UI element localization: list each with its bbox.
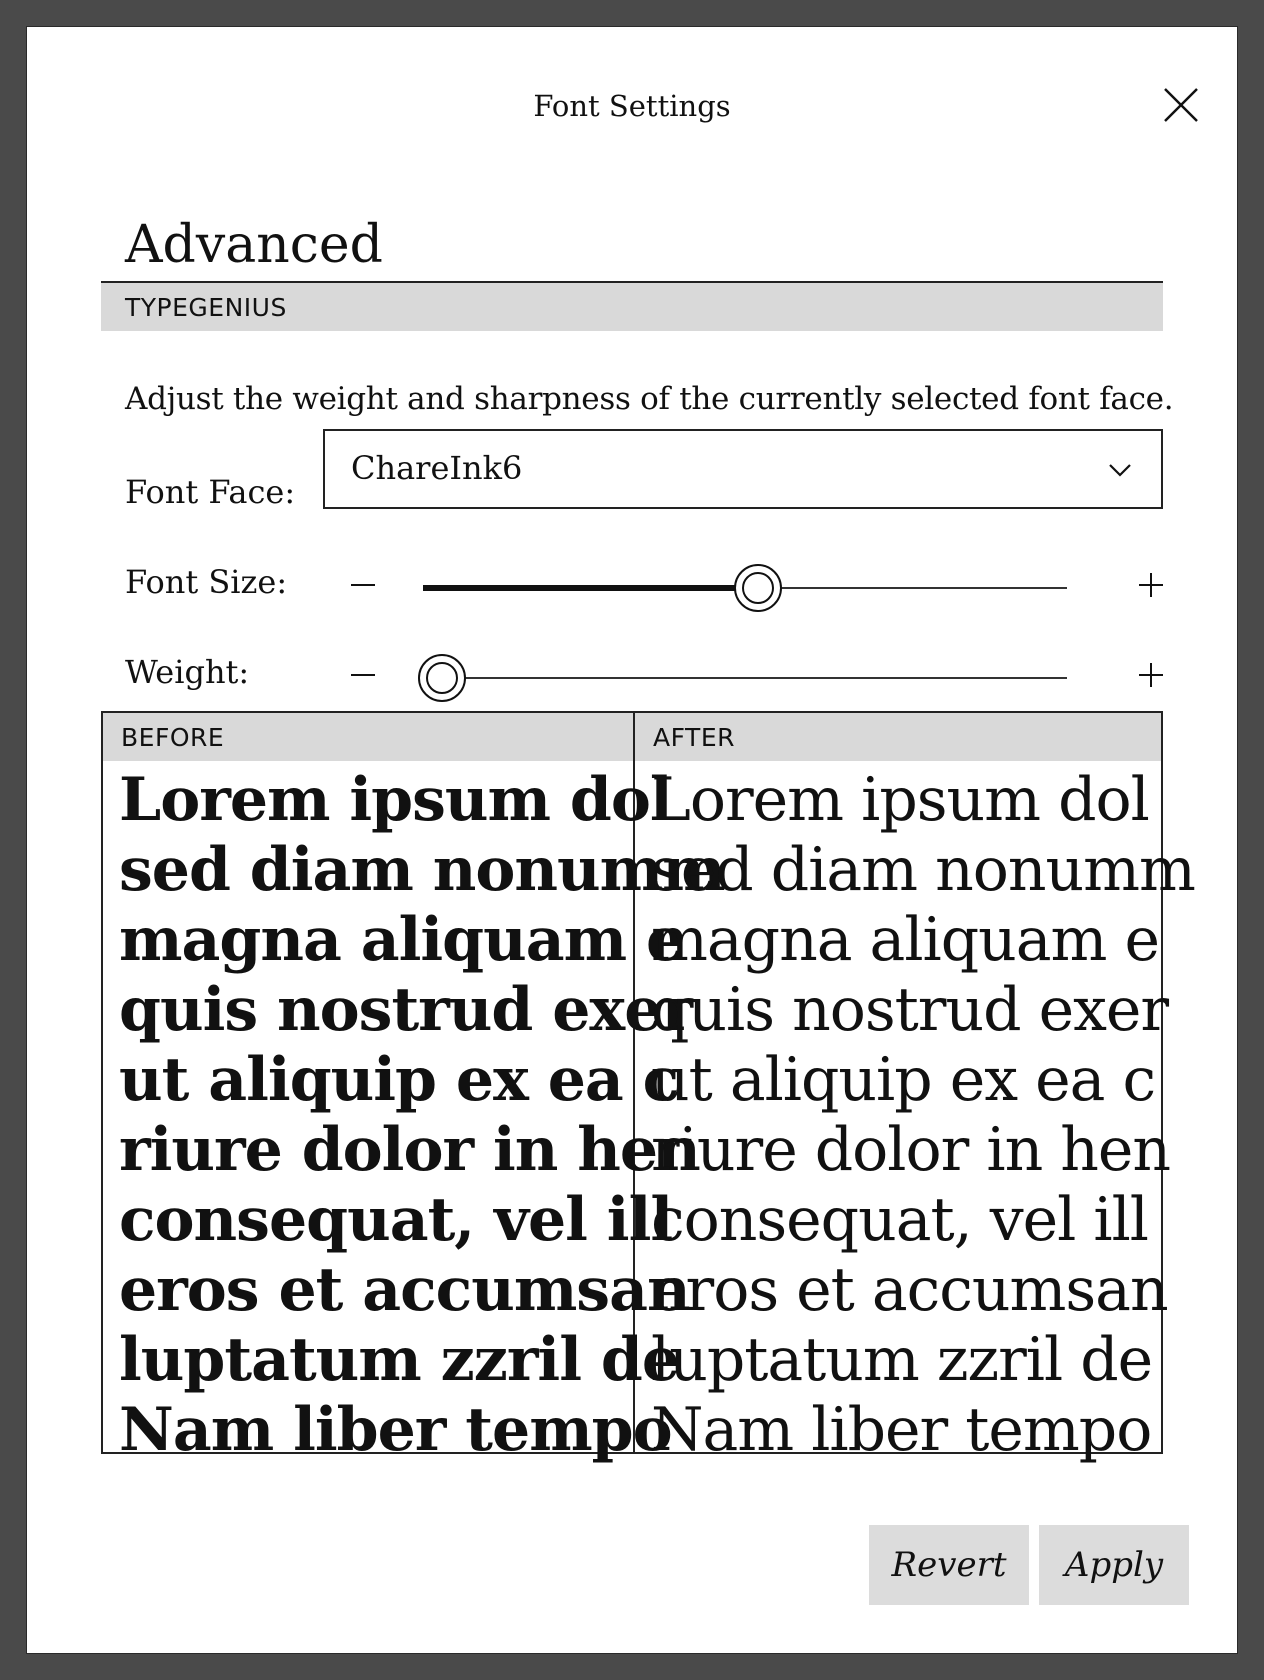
preview-panel [101,711,1195,1465]
sample-line: Lorem ipsum dol [119,765,672,835]
plus-icon [1129,653,1173,697]
sample-line: Nam liber tempo [651,1395,1152,1465]
sample-line: eros et accumsan [651,1255,1168,1325]
dialog-title: Font Settings [533,89,731,123]
slider-fill [423,585,758,591]
font-face-value: ChareInk6 [351,449,523,487]
font-size-slider[interactable] [423,563,1067,613]
weight-label: Weight: [125,653,250,691]
plus-icon [1129,563,1173,607]
before-label: BEFORE [121,723,225,752]
sample-line: magna aliquam e [651,905,1160,975]
font-size-label: Font Size: [125,563,288,601]
revert-button[interactable]: Revert [869,1525,1029,1605]
band-label: TYPEGENIUS [125,293,287,322]
sample-line: luptatum zzril de [651,1325,1153,1395]
sample-line: riure dolor in hen [651,1115,1171,1185]
minus-icon [341,653,385,697]
before-sample-text [119,765,725,1465]
sample-line: sed diam nonumm [119,835,725,905]
sample-line: luptatum zzril de [119,1325,680,1395]
sample-line: eros et accumsan [119,1255,690,1325]
font-size-increase-button[interactable] [1129,563,1173,607]
font-size-decrease-button[interactable] [341,563,385,607]
slider-track [423,677,1067,679]
preview-before-header [103,713,633,761]
close-icon [1161,85,1201,125]
section-heading: Advanced [125,215,383,275]
chevron-down-icon [1107,457,1133,483]
font-settings-dialog [26,26,1238,1654]
sample-line: Lorem ipsum dol [651,765,1149,835]
preview-after-pane [635,713,1195,1465]
sample-line: consequat, vel ill [651,1185,1148,1255]
apply-button[interactable]: Apply [1039,1525,1189,1605]
minus-icon [341,563,385,607]
sample-line: ut aliquip ex ea c [651,1045,1156,1115]
weight-slider[interactable] [423,653,1067,703]
sample-line: quis nostrud exer [651,975,1169,1045]
after-label: AFTER [653,723,735,752]
preview-after-header [635,713,1161,761]
font-face-label: Font Face: [125,473,296,511]
slider-thumb[interactable] [418,654,466,702]
weight-increase-button[interactable] [1129,653,1173,697]
typegenius-band [101,281,1163,331]
sample-line: consequat, vel ill [119,1185,673,1255]
sample-line: sed diam nonumm [651,835,1195,905]
sample-line: riure dolor in hen [119,1115,700,1185]
slider-thumb[interactable] [734,564,782,612]
font-face-select[interactable] [323,429,1163,509]
sample-line: Nam liber tempo [119,1395,672,1465]
weight-decrease-button[interactable] [341,653,385,697]
sample-line: ut aliquip ex ea c [119,1045,679,1115]
sample-line: quis nostrud exer [119,975,692,1045]
sample-line: magna aliquam e [119,905,684,975]
close-button[interactable] [1161,85,1201,125]
section-description: Adjust the weight and sharpness of the currently selected font face. [125,381,1174,417]
after-sample-text [651,765,1195,1465]
